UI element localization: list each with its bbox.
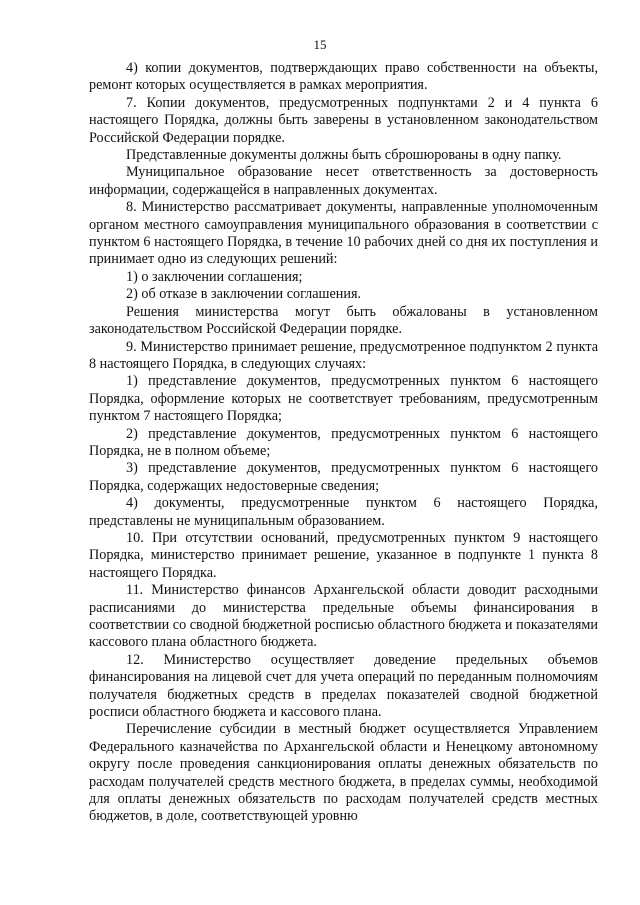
paragraph-7: 7. Копии документов, предусмотренных подпунктами 2 и 4 пункта 6 настоящего Порядка, должны быть заверены в установленном законодательством Российской Федерации порядке. <box>89 94 598 146</box>
paragraph-10: 10. При отсутствии оснований, предусмотренных пунктом 9 настоящего Порядка, министерство принимает решение, указанное в подпункте 1 пункта 8 настоящего Порядка. <box>89 529 598 581</box>
paragraph-9-1: 1) представление документов, предусмотренных пунктом 6 настоящего Порядка, оформление которых не соответствует требованиям, предусмотренным пунктом 7 настоящего Порядка; <box>89 373 598 425</box>
paragraph-9-3: 3) представление документов, предусмотренных пунктом 6 настоящего Порядка, содержащих недостоверные сведения; <box>89 460 598 494</box>
page-number: 15 <box>313 37 327 52</box>
paragraph-appeal: Решения министерства могут быть обжалованы в установленном законодательством Российской Федерации порядке. <box>89 303 598 338</box>
paragraph-responsibility: Муниципальное образование несет ответственность за достоверность информации, содержащейся в направленных документах. <box>89 164 598 198</box>
paragraph-9: 9. Министерство принимает решение, предусмотренное подпунктом 2 пункта 8 настоящего Порядка, в следующих случаях: <box>89 338 598 372</box>
paragraph-11: 11. Министерство финансов Архангельской области доводит расходными расписаниями до министерства предельные объемы финансирования в соответствии со сводной бюджетной росписью областного бюджета и показателями кассового плана областного бюджета. <box>89 582 598 651</box>
paragraph-8-1: 1) о заключении соглашения; <box>126 268 303 285</box>
paragraph-8: 8. Министерство рассматривает документы, направленные уполномоченным органом местного самоуправления муниципального образования в соответствии с пунктом 6 настоящего Порядка, в течение 10 рабочих дней со дня их поступления и принимает одно из следующих решений: <box>89 199 598 268</box>
document-body <box>89 60 598 826</box>
paragraph-8-2: 2) об отказе в заключении соглашения. <box>126 286 362 303</box>
paragraph-transfer: Перечисление субсидии в местный бюджет осуществляется Управлением Федерального казначейства по Архангельской области и Ненецкому автономному округу после проведения санкционирования оплаты денежных обязательств по расходам получателей средств местного бюджета, в пределах суммы, необходимой для оплаты денежных обязательств по расходам получателей средств местных бюджетов, в доле, соответствующей уровню <box>89 721 598 825</box>
paragraph-12: 12. Министерство осуществляет доведение предельных объемов финансирования на лицевой счет для учета операций по переданным полномочиям получателя бюджетных средств в пределах показателей сводной бюджетной росписи областного бюджета и кассового плана. <box>89 651 598 721</box>
paragraph-9-4: 4) документы, предусмотренные пунктом 6 настоящего Порядка, представлены не муниципальным образованием. <box>89 495 598 529</box>
paragraph-4-copies: 4) копии документов, подтверждающих право собственности на объекты, ремонт которых осуществляется в рамках мероприятия. <box>89 60 598 94</box>
paragraph-binder: Представленные документы должны быть сброшюрованы в одну папку. <box>126 147 562 164</box>
paragraph-9-2: 2) представление документов, предусмотренных пунктом 6 настоящего Порядка, не в полном объеме; <box>89 425 598 459</box>
